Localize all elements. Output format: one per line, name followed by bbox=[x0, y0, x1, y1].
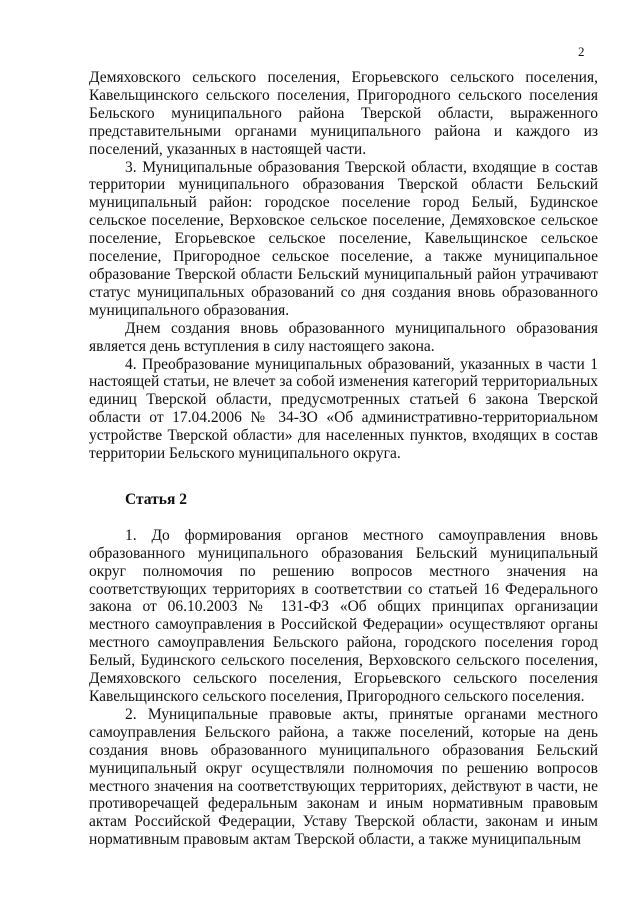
paragraph-part-3: 3. Муниципальные образования Тверской области, входящие в состав территории муниципального образования Тверской области Бельский муниципальный район: городское поселение город Белый, Будинское сельское поселение, Верховское сельское поселение, Демяховское сельское поселение, Егорьевское сельское поселение, Кавельщинское сельское поселение, Пригородное сельское поселение, а также муниципальное образование Тверской области Бельский муниципальный район утрачивают статус муниципальных образований со дня создания вновь образованного муниципального образования. bbox=[89, 158, 598, 319]
spacer bbox=[89, 463, 598, 491]
paragraph-continuation: Демяховского сельского поселения, Егорьевского сельского поселения, Кавельщинского сельского поселения, Пригородного сельского поселения Бельского муниципального района Тверской области, выраженного представительными органами муниципального района и каждого из поселений, указанных в настоящей части. bbox=[89, 69, 598, 158]
page-number: 2 bbox=[578, 44, 585, 59]
article-heading: Статья 2 bbox=[125, 490, 187, 508]
paragraph-article2-part-2: 2. Муниципальные правовые акты, принятые органами местного самоуправления Бельского района, а также поселений, которые на день создания вновь образованного муниципального образования Бельский муниципальный округ осуществляли полномочия по решению вопросов местного значения на соответствующих территориях, действуют в части, не противоречащей федеральным законам и иным нормативным правовым актам Российской Федерации, Уставу Тверской области, законам и иным нормативным правовым актам Тверской области, а также муниципальным bbox=[89, 705, 598, 849]
spacer bbox=[89, 509, 598, 527]
document-body bbox=[89, 69, 598, 849]
paragraph-creation-day: Днем создания вновь образованного муниципального образования является день вступления в силу настоящего закона. bbox=[89, 319, 598, 355]
paragraph-article2-part-1: 1. До формирования органов местного самоуправления вновь образованного муниципального образования Бельский муниципальный округ полномочия по решению вопросов местного значения на соответствующих территориях в соответствии со статьей 16 Федерального закона от 06.10.2003 № 131-ФЗ «Об общих принципах организации местного самоуправления в Российской Федерации» осуществляют органы местного самоуправления Бельского района, городского поселения город Белый, Будинского сельского поселения, Верховского сельского поселения, Демяховского сельского поселения, Егорьевского сельского поселения Кавельщинского сельского поселения, Пригородного сельского поселения. bbox=[89, 526, 598, 705]
paragraph-part-4: 4. Преобразование муниципальных образований, указанных в части 1 настоящей статьи, не влечет за собой изменения категорий территориальных единиц Тверской области, предусмотренных статьей 6 закона Тверской области от 17.04.2006 № 34-ЗО «Об административно-территориальном устройстве Тверской области» для населенных пунктов, входящих в состав территории Бельского муниципального округа. bbox=[89, 355, 598, 463]
